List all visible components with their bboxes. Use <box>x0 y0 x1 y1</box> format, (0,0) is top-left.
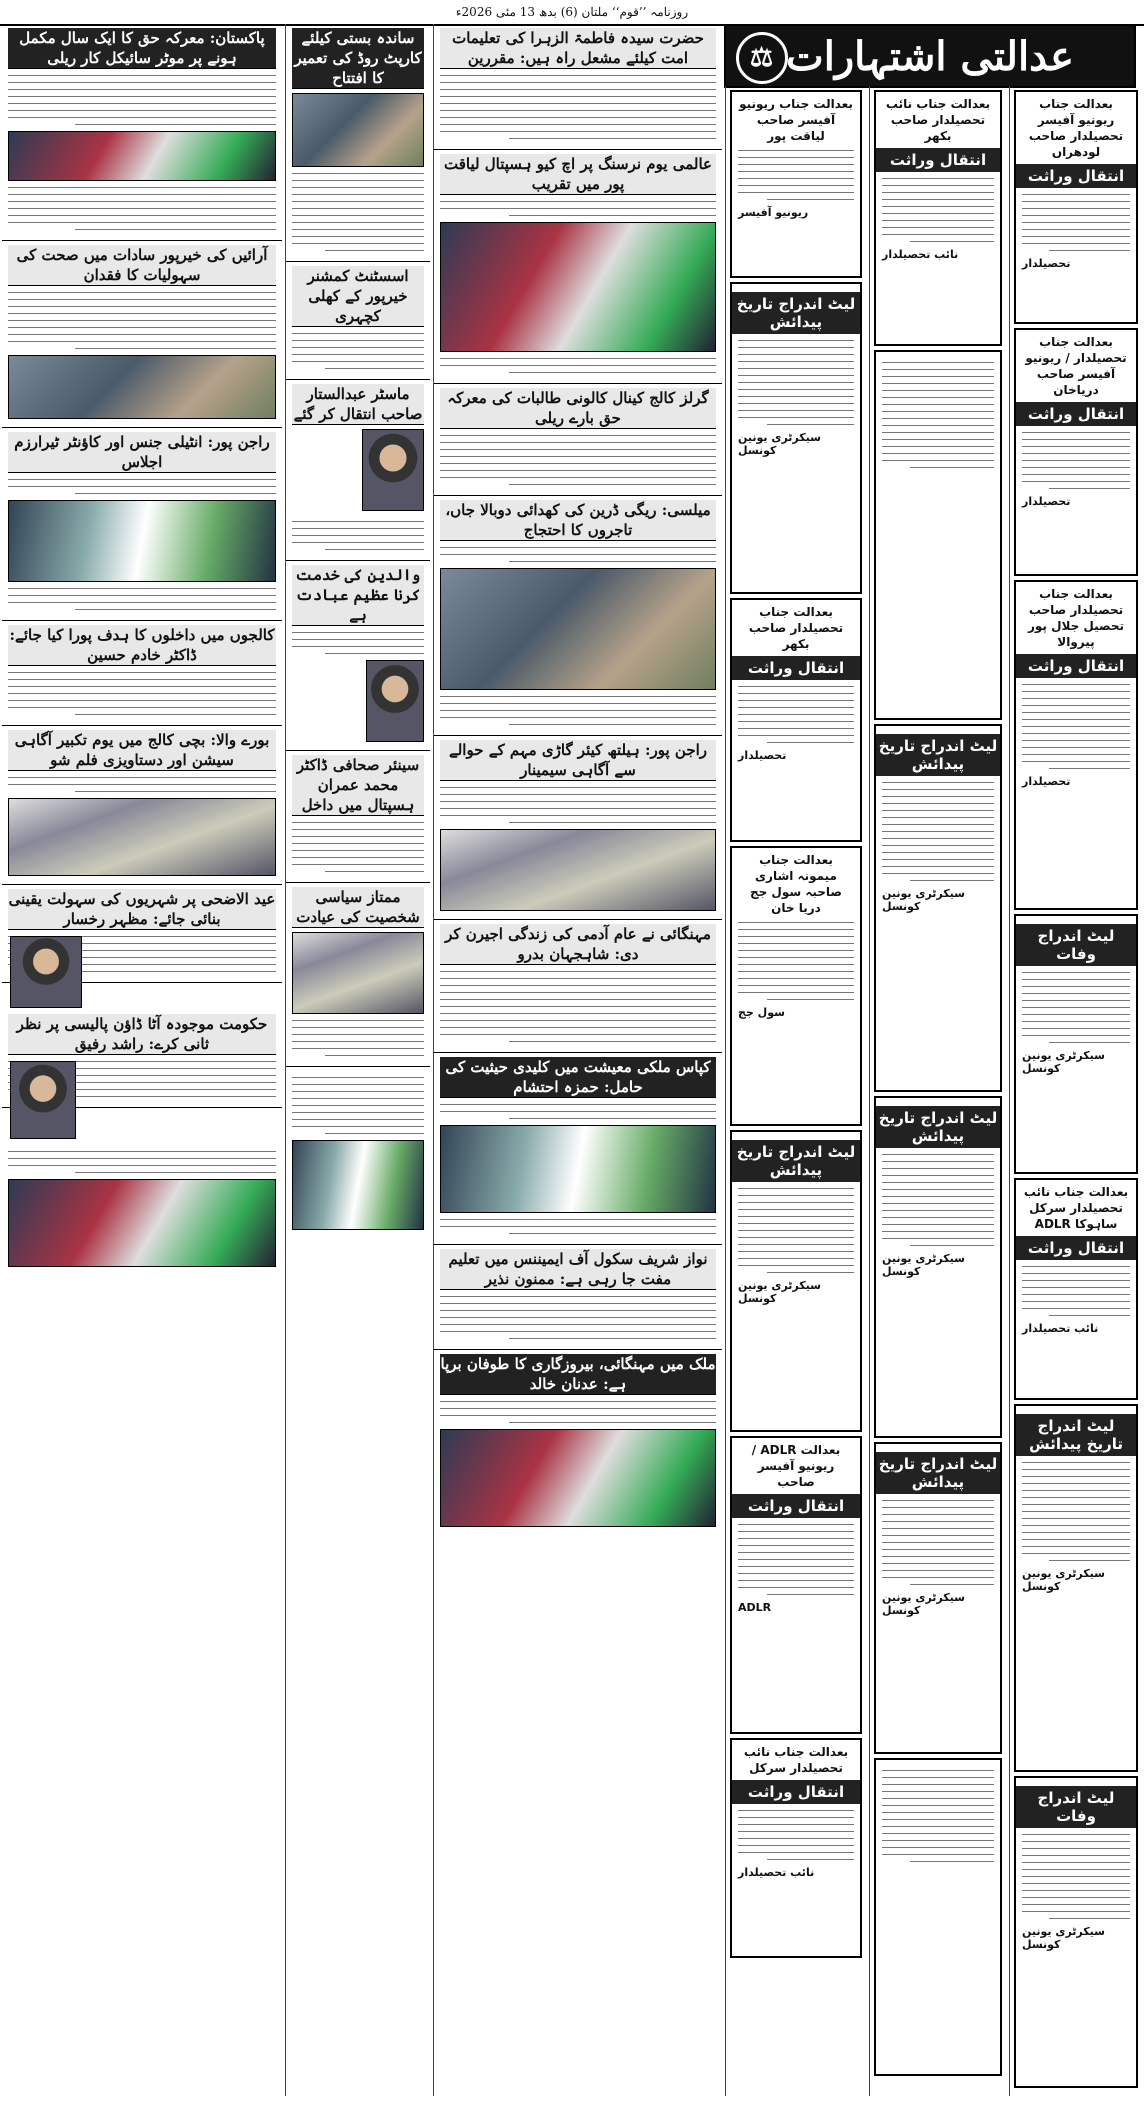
news-item <box>2 621 282 726</box>
notice-signature: سول جج <box>738 1006 785 1019</box>
court-notice <box>730 90 862 278</box>
notice-banner: لیٹ اندراج تاریخ پیدائش <box>732 1140 860 1182</box>
notice-signature: تحصیلدار <box>1022 495 1071 508</box>
notice-banner: انتقال وراثت <box>732 1780 860 1804</box>
notice-signature: تحصیلدار <box>1022 257 1071 270</box>
news-headline: آرائیں کی خیرپور سادات میں صحت کی سہولیات کا فقدان <box>8 245 276 286</box>
notice-court: بعدالت جناب نائب تحصیلدار سرکل <box>743 1745 849 1775</box>
news-headline: پاکستان: معرکہ حق کا ایک سال مکمل ہونے پر موٹر سائیکل کار ریلی <box>8 28 276 69</box>
court-notice <box>730 1130 862 1432</box>
news-item <box>2 726 282 885</box>
news-item <box>434 1245 722 1350</box>
notice-banner: انتقال وراثت <box>1016 402 1136 426</box>
news-item <box>286 24 430 262</box>
news-photo <box>8 355 276 419</box>
notice-signature: نائب تحصیلدار <box>1022 1322 1099 1335</box>
notice-court: بعدالت جناب تحصیلدار / ریونیو آفیسر صاحب دریاخان <box>1025 335 1127 397</box>
news-photo <box>440 1429 716 1527</box>
news-portrait <box>366 660 424 742</box>
notice-banner: لیٹ اندراج تاریخ پیدائش <box>876 1452 1000 1494</box>
notice-signature: ADLR <box>738 1601 772 1614</box>
notice-banner: انتقال وراثت <box>1016 654 1136 678</box>
court-notice <box>874 90 1002 346</box>
news-headline: نواز شریف سکول آف ایمیننس میں تعلیم مفت جا رہی ہے: ممنون نذیر <box>440 1249 716 1290</box>
notice-court: بعدالت جناب تحصیلدار صاحب بکھر <box>748 605 844 651</box>
news-headline: اسسٹنٹ کمشنر خیرپور کے کھلی کچہری <box>292 266 424 327</box>
court-notice <box>730 846 862 1126</box>
news-headline: ملک میں مہنگائی، بیروزگاری کا طوفان برپا ہے: عدنان خالد <box>440 1355 716 1393</box>
news-portrait <box>362 429 424 511</box>
notice-signature: تحصیلدار <box>738 749 787 762</box>
court-notice <box>730 598 862 842</box>
news-column-narrow <box>285 24 430 2096</box>
news-item <box>434 24 722 150</box>
court-notice <box>1014 580 1138 910</box>
court-notice <box>1014 914 1138 1174</box>
notice-signature: نائب تحصیلدار <box>882 248 959 261</box>
news-item <box>434 496 722 736</box>
notice-court: بعدالت جناب ریونیو آفیسر تحصیلدار صاحب لودھراں <box>1028 97 1124 159</box>
notice-signature: سیکرٹری یونین کونسل <box>1022 1049 1105 1075</box>
notice-signature: سیکرٹری یونین کونسل <box>882 1591 965 1617</box>
news-headline: گرلز کالج کینال کالونی طالبات کی معرکہ حق بارے ریلی <box>440 388 716 429</box>
news-headline: کالجوں میں داخلوں کا ہدف پورا کیا جائے: ڈاکٹر خادم حسین <box>9 626 275 664</box>
court-notice <box>874 1096 1002 1438</box>
notice-banner: انتقال وراثت <box>732 656 860 680</box>
court-notice <box>730 1738 862 1958</box>
notice-signature: سیکرٹری یونین کونسل <box>1022 1567 1105 1593</box>
notice-court: بعدالت جناب میمونہ اشاری صاحبہ سول جج دریا خان <box>749 853 843 915</box>
notice-signature: نائب تحصیلدار <box>738 1866 815 1879</box>
notice-signature: سیکرٹری یونین کونسل <box>882 1252 965 1278</box>
news-item <box>286 883 430 1067</box>
court-notice <box>1014 1404 1138 1772</box>
notice-signature: تحصیلدار <box>1022 775 1071 788</box>
court-notice <box>1014 1776 1138 2088</box>
notice-banner: لیٹ اندراج وفات <box>1016 1786 1136 1828</box>
news-photo <box>440 568 716 690</box>
news-item <box>434 1053 722 1245</box>
notice-court: بعدالت جناب نائب تحصیلدار صاحب بکھر <box>885 97 991 143</box>
news-headline: راجن پور: انٹیلی جنس اور کاؤنٹر ٹیرارزم اجلاس <box>8 432 276 473</box>
news-headline: والدین کی خدمت کرنا عظیم عبادت ہے <box>292 565 424 626</box>
news-photo <box>8 1179 276 1267</box>
news-item <box>286 1067 430 1238</box>
news-column-center <box>433 24 722 2096</box>
court-notice <box>874 1442 1002 1754</box>
scales-of-justice-icon: ⚖ <box>736 32 788 84</box>
news-item <box>434 384 722 496</box>
news-headline: سینئر صحافی ڈاکٹر محمد عمران ہسپتال میں داخل <box>292 755 424 816</box>
news-item <box>2 1010 282 1108</box>
notice-banner: لیٹ اندراج تاریخ پیدائش <box>1016 1414 1136 1456</box>
notice-court: بعدالت جناب ریونیو آفیسر صاحب لیاقت پور <box>739 97 853 143</box>
notice-banner: انتقال وراثت <box>1016 164 1136 188</box>
news-item <box>2 1141 282 1275</box>
court-notice <box>874 350 1002 720</box>
news-column-left <box>2 24 282 2096</box>
news-headline: عید الاضحی پر شہریوں کی سہولت یقینی بنائی جائے: مظہر رخسار <box>8 890 276 928</box>
news-headline: کپاس ملکی معیشت میں کلیدی حیثیت کی حامل: حمزہ احتشام <box>440 1057 716 1098</box>
news-headline: مہنگائی نے عام آدمی کی زندگی اجیرن کر دی: شاہجہان بدرو <box>440 924 716 965</box>
news-item <box>286 561 430 751</box>
news-item <box>286 262 430 380</box>
notice-banner: انتقال وراثت <box>1016 1236 1136 1260</box>
masthead-title: عدالتی اشتہارات <box>786 32 1074 80</box>
court-notice <box>874 1758 1002 2076</box>
news-photo <box>440 1125 716 1213</box>
news-photo <box>440 829 716 911</box>
notice-banner: لیٹ اندراج تاریخ پیدائش <box>732 292 860 334</box>
news-photo <box>440 222 716 352</box>
court-notice <box>730 282 862 594</box>
news-photo <box>292 1140 424 1230</box>
news-item <box>2 24 282 241</box>
notice-signature: سیکرٹری یونین کونسل <box>1022 1925 1105 1951</box>
notice-court: بعدالت جناب تحصیلدار صاحب تحصیل جلال پور پیروالا <box>1027 587 1125 649</box>
news-photo <box>8 798 276 876</box>
news-headline: ساندہ بستی کیلئے کارپٹ روڈ کی تعمیر کا افتتاح <box>292 28 424 89</box>
notice-signature: سیکرٹری یونین کونسل <box>738 431 821 457</box>
notice-banner: انتقال وراثت <box>732 1494 860 1518</box>
notice-banner: لیٹ اندراج تاریخ پیدائش <box>876 734 1000 776</box>
masthead-banner <box>724 24 1136 88</box>
news-portrait <box>10 1061 76 1139</box>
news-item <box>434 736 722 920</box>
news-headline: ماسٹر عبدالستار صاحب انتقال کر گئے <box>293 385 423 423</box>
news-item <box>434 150 722 384</box>
notice-court: بعدالت ADLR / ریونیو آفیسر صاحب <box>751 1443 841 1489</box>
notice-banner: لیٹ اندراج وفات <box>1016 924 1136 966</box>
news-headline: بورے والا: بچی کالج میں یوم تکبیر آگاہی سیشن اور دستاویزی فلم شو <box>8 730 276 771</box>
page-date-line: روزنامہ ’’قوم‘‘ ملتان (6) بدھ 13 مئی 2026ء <box>0 0 1144 26</box>
court-notice <box>1014 1178 1138 1400</box>
notice-banner: انتقال وراثت <box>876 148 1000 172</box>
news-item <box>2 241 282 428</box>
news-photo <box>8 500 276 582</box>
news-headline: میلسی: ریگی ڈرین کی کھدائی دوبالا جاں، تاجروں کا احتجاج <box>440 500 716 541</box>
notice-banner: لیٹ اندراج تاریخ پیدائش <box>876 1106 1000 1148</box>
news-item <box>2 885 282 983</box>
news-photo <box>292 932 424 1014</box>
court-notice <box>874 724 1002 1092</box>
news-headline: راجن پور: ہیلتھ کیئر گاڑی مہم کے حوالے سے آگاہی سیمینار <box>440 740 716 781</box>
news-headline: عالمی یوم نرسنگ پر اچ کیو ہسپتال لیاقت پور میں تقریب <box>440 154 716 195</box>
news-item <box>286 751 430 883</box>
news-item <box>286 380 430 561</box>
notices-column-3 <box>725 86 866 2096</box>
news-headline: ممتاز سیاسی شخصیت کی عیادت <box>292 887 424 928</box>
news-photo <box>8 131 276 181</box>
notice-court: بعدالت جناب نائب تحصیلدار سرکل ساہوکا ADLR <box>1023 1185 1129 1231</box>
news-item <box>2 428 282 621</box>
court-notice <box>730 1436 862 1734</box>
news-headline: حضرت سیدہ فاطمۃ الزہرا کی تعلیمات امت کیلئے مشعل راہ ہیں: مقررین <box>440 28 716 69</box>
notice-signature: ریونیو آفیسر <box>738 206 809 219</box>
notice-signature: سیکرٹری یونین کونسل <box>738 1279 821 1305</box>
court-notice <box>1014 328 1138 576</box>
news-item <box>434 1350 722 1535</box>
notice-signature: سیکرٹری یونین کونسل <box>882 887 965 913</box>
notices-column-1 <box>1009 86 1142 2096</box>
news-headline: حکومت موجودہ آٹا ڈاؤن پالیسی پر نظر ثانی کرے: راشد رفیق <box>8 1014 276 1055</box>
court-notice <box>1014 90 1138 324</box>
news-portrait <box>10 936 82 1008</box>
news-photo <box>292 93 424 167</box>
notices-column-2 <box>869 86 1006 2096</box>
news-item <box>434 920 722 1053</box>
